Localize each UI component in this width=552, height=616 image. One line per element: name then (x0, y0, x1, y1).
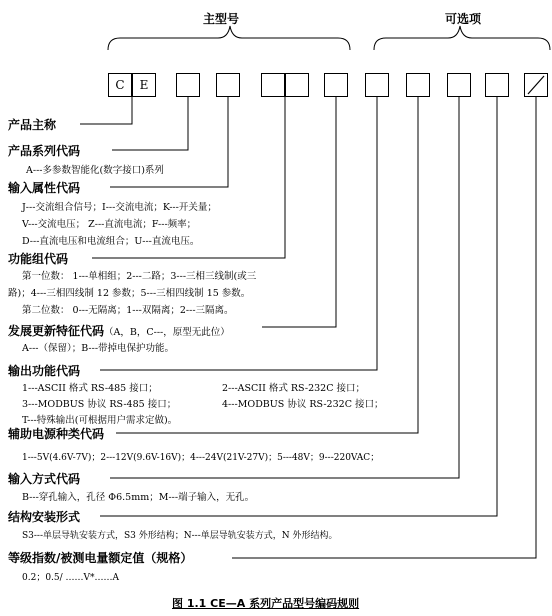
aux-power-line-1: 1---5V(4.6V-7V)；2---12V(9.6V-16V)；4---24V(21V-27V)；5---48V；9---220VAC； (22, 453, 380, 463)
input-attr-line-2: V---交流电压； Z---直流电流；F---频率； (22, 219, 197, 230)
optional-brace (374, 26, 550, 50)
function-group-title: 功能组代码 (8, 252, 69, 266)
code-box-input-attr (216, 73, 240, 97)
output-title: 输出功能代码 (8, 364, 81, 378)
code-box-grade (524, 73, 548, 97)
function-group-line-3: 第二位数： 0---无隔离；1---双隔离；2---三隔离。 (22, 305, 234, 316)
connector-update (262, 97, 336, 327)
product-name-title: 产品主称 (8, 118, 57, 132)
code-box-structure (485, 73, 509, 97)
connector-product-name (80, 97, 132, 124)
code-box-function-1 (261, 73, 285, 97)
update-title: 发展更新特征代码 (8, 324, 105, 338)
update-line-1: A---（保留）；B---带掉电保护功能。 (22, 343, 175, 354)
code-box-series (176, 73, 200, 97)
input-attr-line-1: J---交流组合信号；I---交流电流；K---开关量； (22, 202, 217, 213)
optional-label: 可选项 (445, 12, 482, 26)
code-box-output (365, 73, 389, 97)
code-box-function-2 (285, 73, 309, 97)
output-left-2: 3---MODBUS 协议 RS-485 接口； (22, 399, 177, 410)
function-group-line-2: 路)；4---三相四线制 12 参数；5---三相四线制 15 参数。 (8, 288, 251, 299)
structure-title: 结构安装形式 (8, 510, 81, 524)
output-left-1: 1---ASCII 格式 RS-485 接口； (22, 383, 158, 394)
input-attr-title: 输入属性代码 (8, 181, 81, 195)
grade-title: 等级指数/被测电量额定值（规格） (8, 551, 193, 565)
code-box-update (324, 73, 348, 97)
main-model-label: 主型号 (203, 12, 240, 26)
structure-line-1: S3---单层导轨安装方式，S3 外形结构；N---单层导轨安装方式，N 外形结构。 (22, 531, 338, 541)
aux-power-title: 辅助电源种类代码 (8, 427, 105, 441)
update-heading (8, 322, 230, 338)
output-right-2: 4---MODBUS 协议 RS-232C 接口； (222, 399, 384, 410)
output-left-3: T---特殊输出(可根据用户需求定做)。 (22, 415, 178, 426)
input-method-title: 输入方式代码 (8, 472, 81, 486)
input-attr-line-3: D---直流电压和电流组合；U---直流电压。 (22, 236, 200, 247)
code-box-2: E (132, 73, 156, 97)
slash-mark (525, 74, 547, 96)
main-brace (108, 26, 350, 50)
output-right-1: 2---ASCII 格式 RS-232C 接口； (222, 383, 365, 394)
code-box-aux-power (406, 73, 430, 97)
series-line-1: A---多参数智能化(数字接口)系列 (26, 165, 164, 176)
input-method-line-1: B---穿孔输入，孔径 Φ6.5mm；M---端子输入，无孔。 (22, 492, 255, 503)
function-group-line-1: 第一位数： 1---单相组；2---二路；3---三相三线制(或三 (22, 271, 257, 282)
update-title-suffix: （A，B，C---，原型无此位） (104, 327, 230, 338)
figure-caption: 图 1.1 CE—A 系列产品型号编码规则 (172, 597, 360, 610)
code-box-input-method (447, 73, 471, 97)
code-box-1: C (108, 73, 132, 97)
grade-line-1: 0.2；0.5/ ……V*……A (22, 573, 120, 583)
series-title: 产品系列代码 (8, 144, 81, 158)
